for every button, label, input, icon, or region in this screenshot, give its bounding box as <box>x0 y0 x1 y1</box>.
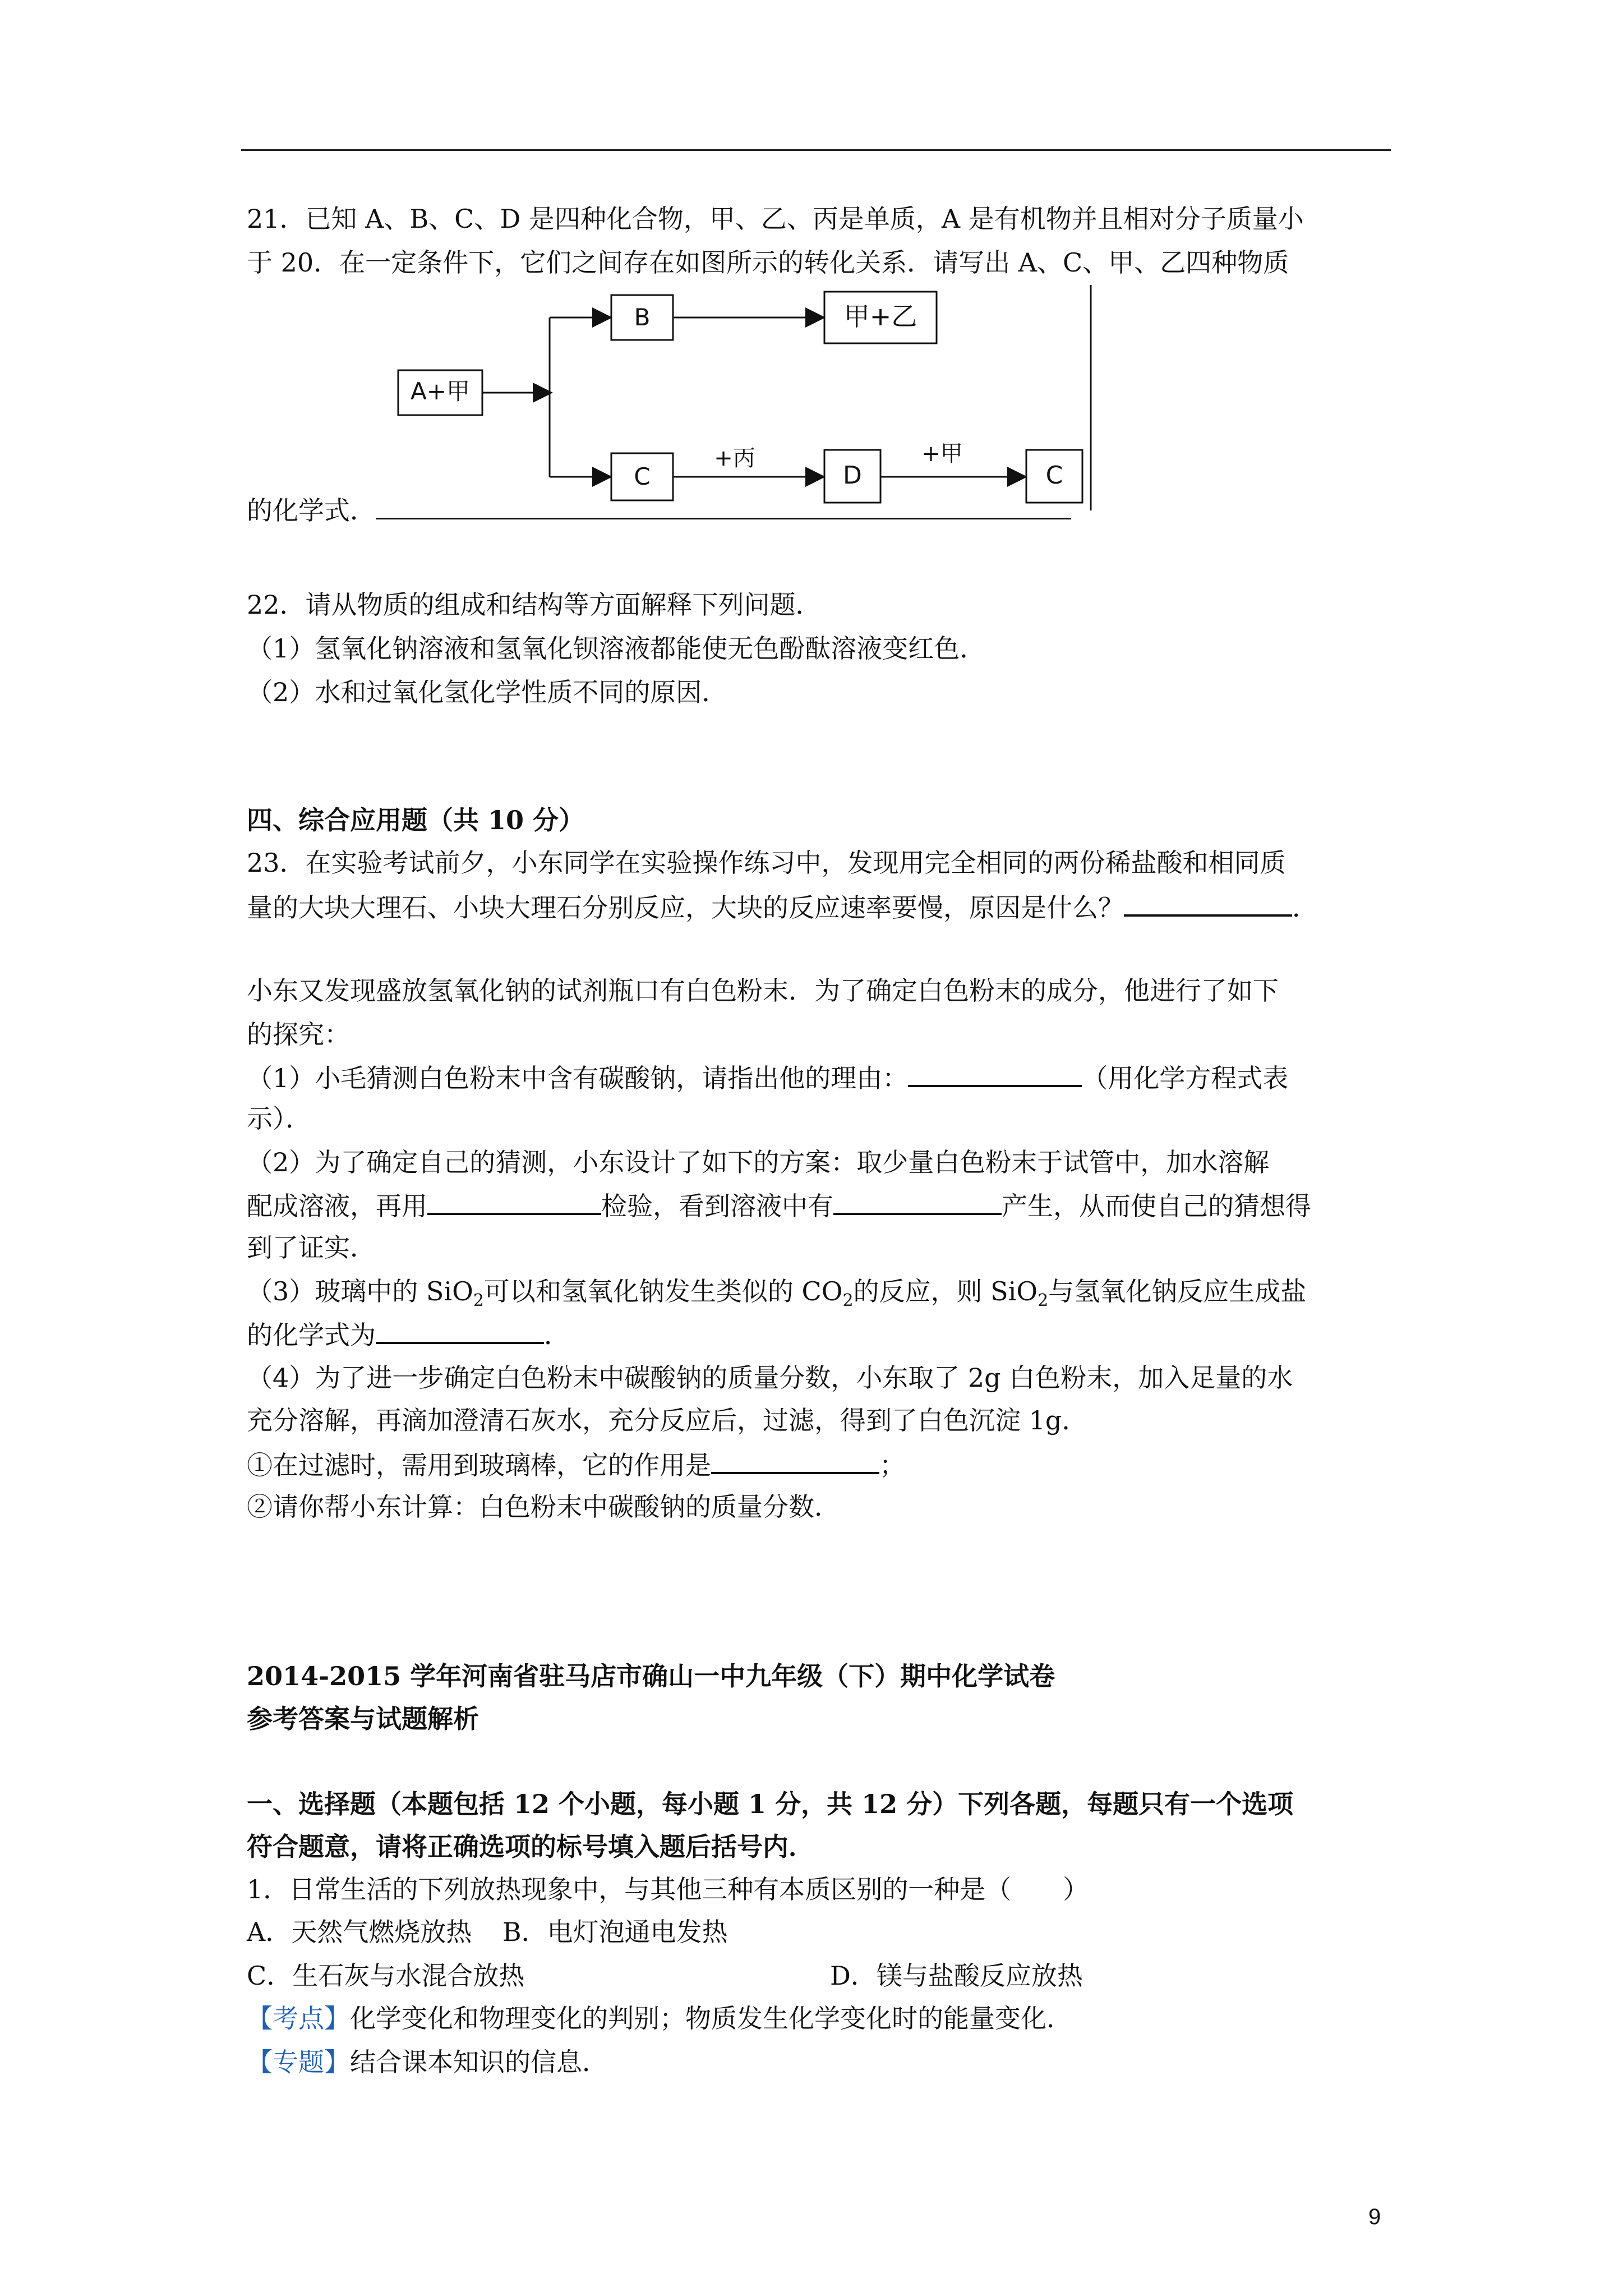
box-c2-label: C <box>1045 461 1063 490</box>
header-rule <box>241 149 1391 151</box>
q23-line-1: 23．在实验考试前夕，小东同学在实验操作练习中，发现用完全相同的两份稀盐酸和相同质 <box>247 848 1286 878</box>
zhuanti-tag: 【专题】 <box>247 2047 350 2077</box>
q23-part-4-line-2: 充分溶解，再滴加澄清石灰水，充分反应后，过滤，得到了白色沉淀 1g． <box>247 1405 1088 1435</box>
kaodian-tag: 【考点】 <box>247 2003 350 2033</box>
q23-line-3: 小东又发现盛放氢氧化钠的试剂瓶口有白色粉末．为了确定白色粉末的成分，他进行了如下 <box>247 976 1279 1006</box>
q23-reason-blank[interactable] <box>1124 890 1292 917</box>
q23-equation-blank[interactable] <box>908 1060 1082 1087</box>
option-d: D．镁与盐酸反应放热 <box>830 1961 1083 1991</box>
arrow-jia-label: +甲 <box>921 441 963 467</box>
q23-observation-blank[interactable] <box>833 1188 1002 1215</box>
q23-part-1-cont: 示）． <box>247 1103 311 1134</box>
q23-part-3-line-2: 的化学式为 ． <box>247 1317 570 1352</box>
answers-title: 2014-2015 学年河南省驻马店市确山一中九年级（下）期中化学试卷 <box>247 1661 1055 1691</box>
answers-q1-options-ab <box>247 1915 728 1949</box>
q23-line-2: 量的大块大理石、小块大理石分别反应，大块的反应速率要慢，原因是什么？ ． <box>247 890 1318 924</box>
option-c: C．生石灰与水混合放热 <box>247 1961 525 1991</box>
option-a: A．天然气燃烧放热 <box>247 1917 472 1947</box>
q23-reagent-blank[interactable] <box>427 1188 601 1215</box>
q21-line-3: 的化学式． <box>247 494 1071 527</box>
q22-part-1: （1）氢氧化钠溶液和氢氧化钡溶液都能使无色酚酞溶液变红色． <box>247 633 986 664</box>
section-4-title: 四、综合应用题（共 10 分） <box>247 805 585 835</box>
answers-q1-options-cd <box>247 1959 1083 1993</box>
q22-title: 22．请从物质的组成和结构等方面解释下列问题． <box>247 590 822 620</box>
box-d-label: D <box>843 461 862 490</box>
q23-part-4-line-4: ②请你帮小东计算：白色粉末中碳酸钠的质量分数． <box>247 1492 840 1522</box>
answers-section-1-line-2: 符合题意，请将正确选项的标号填入题后括号内． <box>247 1832 814 1862</box>
box-b-label: B <box>634 303 651 331</box>
answers-kaodian: 【考点】化学变化和物理变化的判别；物质发生化学变化时的能量变化． <box>247 2003 1072 2033</box>
option-b: B．电灯泡通电发热 <box>502 1917 728 1947</box>
q23-part-1: （1）小毛猜测白色粉末中含有碳酸钠，请指出他的理由： （用化学方程式表 <box>247 1060 1288 1095</box>
q23-part-4-line-3: ①在过滤时，需用到玻璃棒，它的作用是 ； <box>247 1447 905 1482</box>
q23-line-4: 的探究： <box>247 1019 350 1050</box>
box-start-label: A+甲 <box>411 378 470 405</box>
q21-line-2: 于 20．在一定条件下，它们之间存在如图所示的转化关系．请写出 A、C、甲、乙四种物质 <box>247 247 1289 278</box>
box-jiayi-label: 甲+乙 <box>843 301 917 332</box>
q22-part-2: （2）水和过氧化氢化学性质不同的原因． <box>247 677 728 707</box>
answers-zhuanti: 【专题】结合课本知识的信息． <box>247 2047 608 2077</box>
q23-part-2-line-2: 配成溶液，再用 检验，看到溶液中有 产生，从而使自己的猜想得 <box>247 1188 1311 1223</box>
q23-salt-formula-blank[interactable] <box>376 1317 544 1344</box>
answers-q1: 1．日常生活的下列放热现象中，与其他三种有本质区别的一种是（ ） <box>247 1874 1089 1904</box>
conversion-diagram <box>381 280 1110 516</box>
q21-answer-blank[interactable] <box>376 501 1071 519</box>
q23-glass-rod-blank[interactable] <box>711 1447 879 1474</box>
answers-section-1-line-1: 一、选择题（本题包括 12 个小题，每小题 1 分，共 12 分）下列各题，每题只有一个选项 <box>247 1789 1294 1819</box>
q23-part-2-line-3: 到了证实． <box>247 1232 376 1263</box>
q21-line-1: 21．已知 A、B、C、D 是四种化合物，甲、乙、丙是单质，A 是有机物并且相对分子质量小 <box>247 204 1304 234</box>
page-number: 9 <box>1368 2205 1381 2229</box>
q23-part-3: （3）玻璃中的 SiO$_2$可以和氢氧化钠发生类似的 $CO_2$的反应，则 SiO$_2$与氢氧化钠反应生成盐 <box>247 1276 1307 1311</box>
q23-part-4: （4）为了进一步确定白色粉末中碳酸钠的质量分数，小东取了 2g 白色粉末，加入足量的水 <box>247 1363 1293 1393</box>
answers-subtitle: 参考答案与试题解析 <box>247 1704 479 1734</box>
arrow-bing-label: +丙 <box>714 445 755 471</box>
box-c1-label: C <box>634 463 651 490</box>
q23-part-2: （2）为了确定自己的猜测，小东设计了如下的方案：取少量白色粉末于试管中，加水溶解 <box>247 1147 1270 1177</box>
